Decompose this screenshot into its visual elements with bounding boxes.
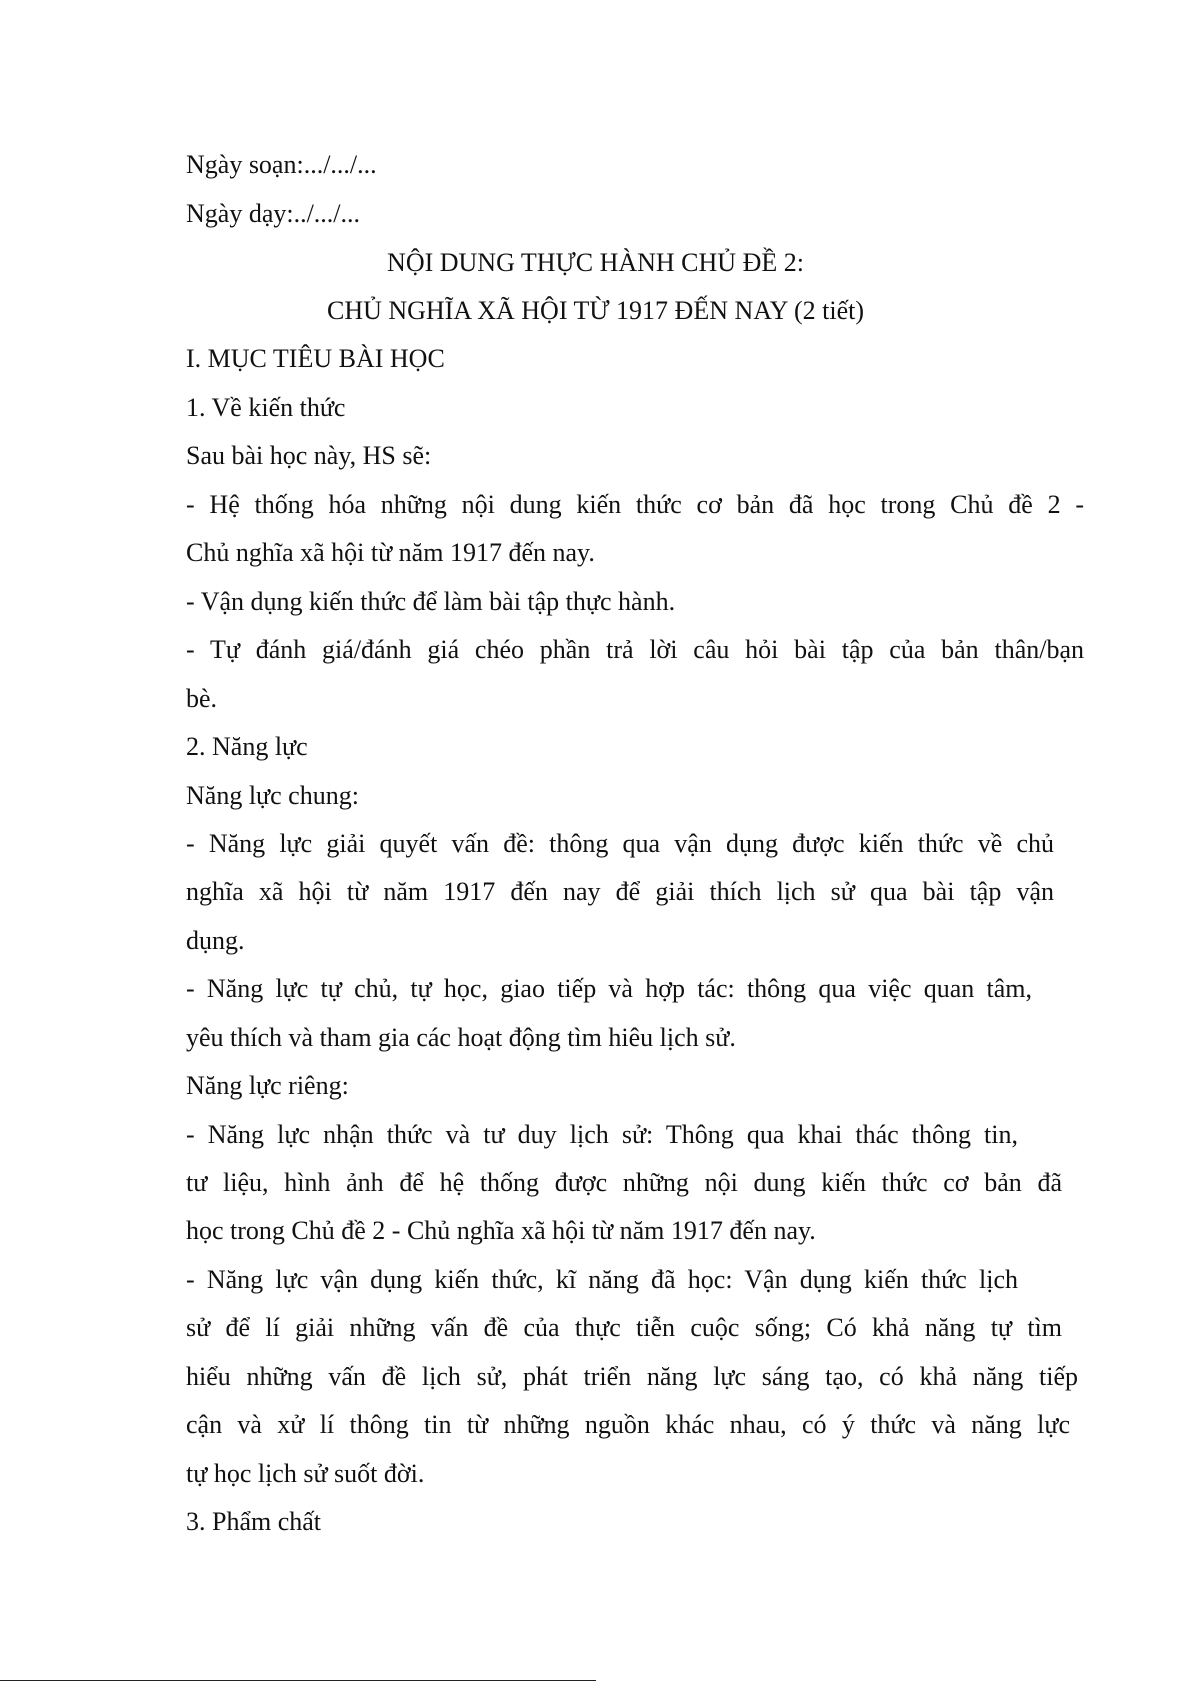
knowledge-item-2: - Vận dụng kiến thức để làm bài tập thực hành.: [186, 587, 676, 616]
prep-date: Ngày soạn:.../.../...: [186, 150, 377, 179]
knowledge-item-3-line-2: bè.: [186, 684, 218, 713]
specific-item-2-line-4: cận và xử lí thông tin từ những nguồn khác nhau, có ý thức và năng lực: [186, 1410, 1070, 1439]
general-item-1-line-2: nghĩa xã hội từ năm 1917 đến nay để giải thích lịch sử qua bài tập vận: [186, 877, 1054, 906]
knowledge-item-1-line-1: - Hệ thống hóa những nội dung kiến thức cơ bản đã học trong Chủ đề 2 -: [186, 490, 1084, 519]
specific-item-2-line-3: hiểu những vấn đề lịch sử, phát triển năng lực sáng tạo, có khả năng tiếp: [186, 1362, 1078, 1391]
specific-competence-label: Năng lực riêng:: [186, 1071, 349, 1100]
general-item-1-line-1: - Năng lực giải quyết vấn đề: thông qua vận dụng được kiến thức về chủ: [186, 829, 1054, 858]
intro-line: Sau bài học này, HS sẽ:: [186, 441, 432, 470]
knowledge-item-1-line-2: Chủ nghĩa xã hội từ năm 1917 đến nay.: [186, 538, 595, 567]
general-item-2-line-2: yêu thích và tham gia các hoạt động tìm hiêu lịch sử.: [186, 1023, 736, 1052]
specific-item-2-line-5: tự học lịch sử suốt đời.: [186, 1459, 425, 1488]
teach-date: Ngày dạy:../.../...: [186, 199, 361, 228]
section-heading-objectives: I. MỤC TIÊU BÀI HỌC: [186, 344, 445, 373]
specific-item-1-line-3: học trong Chủ đề 2 - Chủ nghĩa xã hội từ năm 1917 đến nay.: [186, 1216, 816, 1245]
general-item-2-line-1: - Năng lực tự chủ, tự học, giao tiếp và hợp tác: thông qua việc quan tâm,: [186, 974, 1032, 1003]
title-line-1: NỘI DUNG THỰC HÀNH CHỦ ĐỀ 2:: [387, 248, 804, 277]
page-bottom-divider: [0, 1680, 596, 1681]
title-line-2: CHỦ NGHĨA XÃ HỘI TỪ 1917 ĐẾN NAY (2 tiết): [326, 296, 864, 325]
knowledge-item-3-line-1: - Tự đánh giá/đánh giá chéo phần trả lời câu hỏi bài tập của bản thân/bạn: [186, 635, 1084, 664]
specific-item-2-line-1: - Năng lực vận dụng kiến thức, kĩ năng đã học: Vận dụng kiến thức lịch: [186, 1265, 1018, 1294]
subheading-knowledge: 1. Về kiến thức: [186, 393, 346, 422]
specific-item-1-line-2: tư liệu, hình ảnh để hệ thống được những nội dung kiến thức cơ bản đã: [186, 1168, 1062, 1197]
general-item-1-line-3: dụng.: [186, 926, 245, 955]
subheading-competence: 2. Năng lực: [186, 732, 308, 761]
general-competence-label: Năng lực chung:: [186, 781, 359, 810]
specific-item-1-line-1: - Năng lực nhận thức và tư duy lịch sử: Thông qua khai thác thông tin,: [186, 1120, 1018, 1149]
subheading-qualities: 3. Phẩm chất: [186, 1507, 322, 1536]
specific-item-2-line-2: sử để lí giải những vấn đề của thực tiễn cuộc sống; Có khả năng tự tìm: [186, 1313, 1062, 1342]
